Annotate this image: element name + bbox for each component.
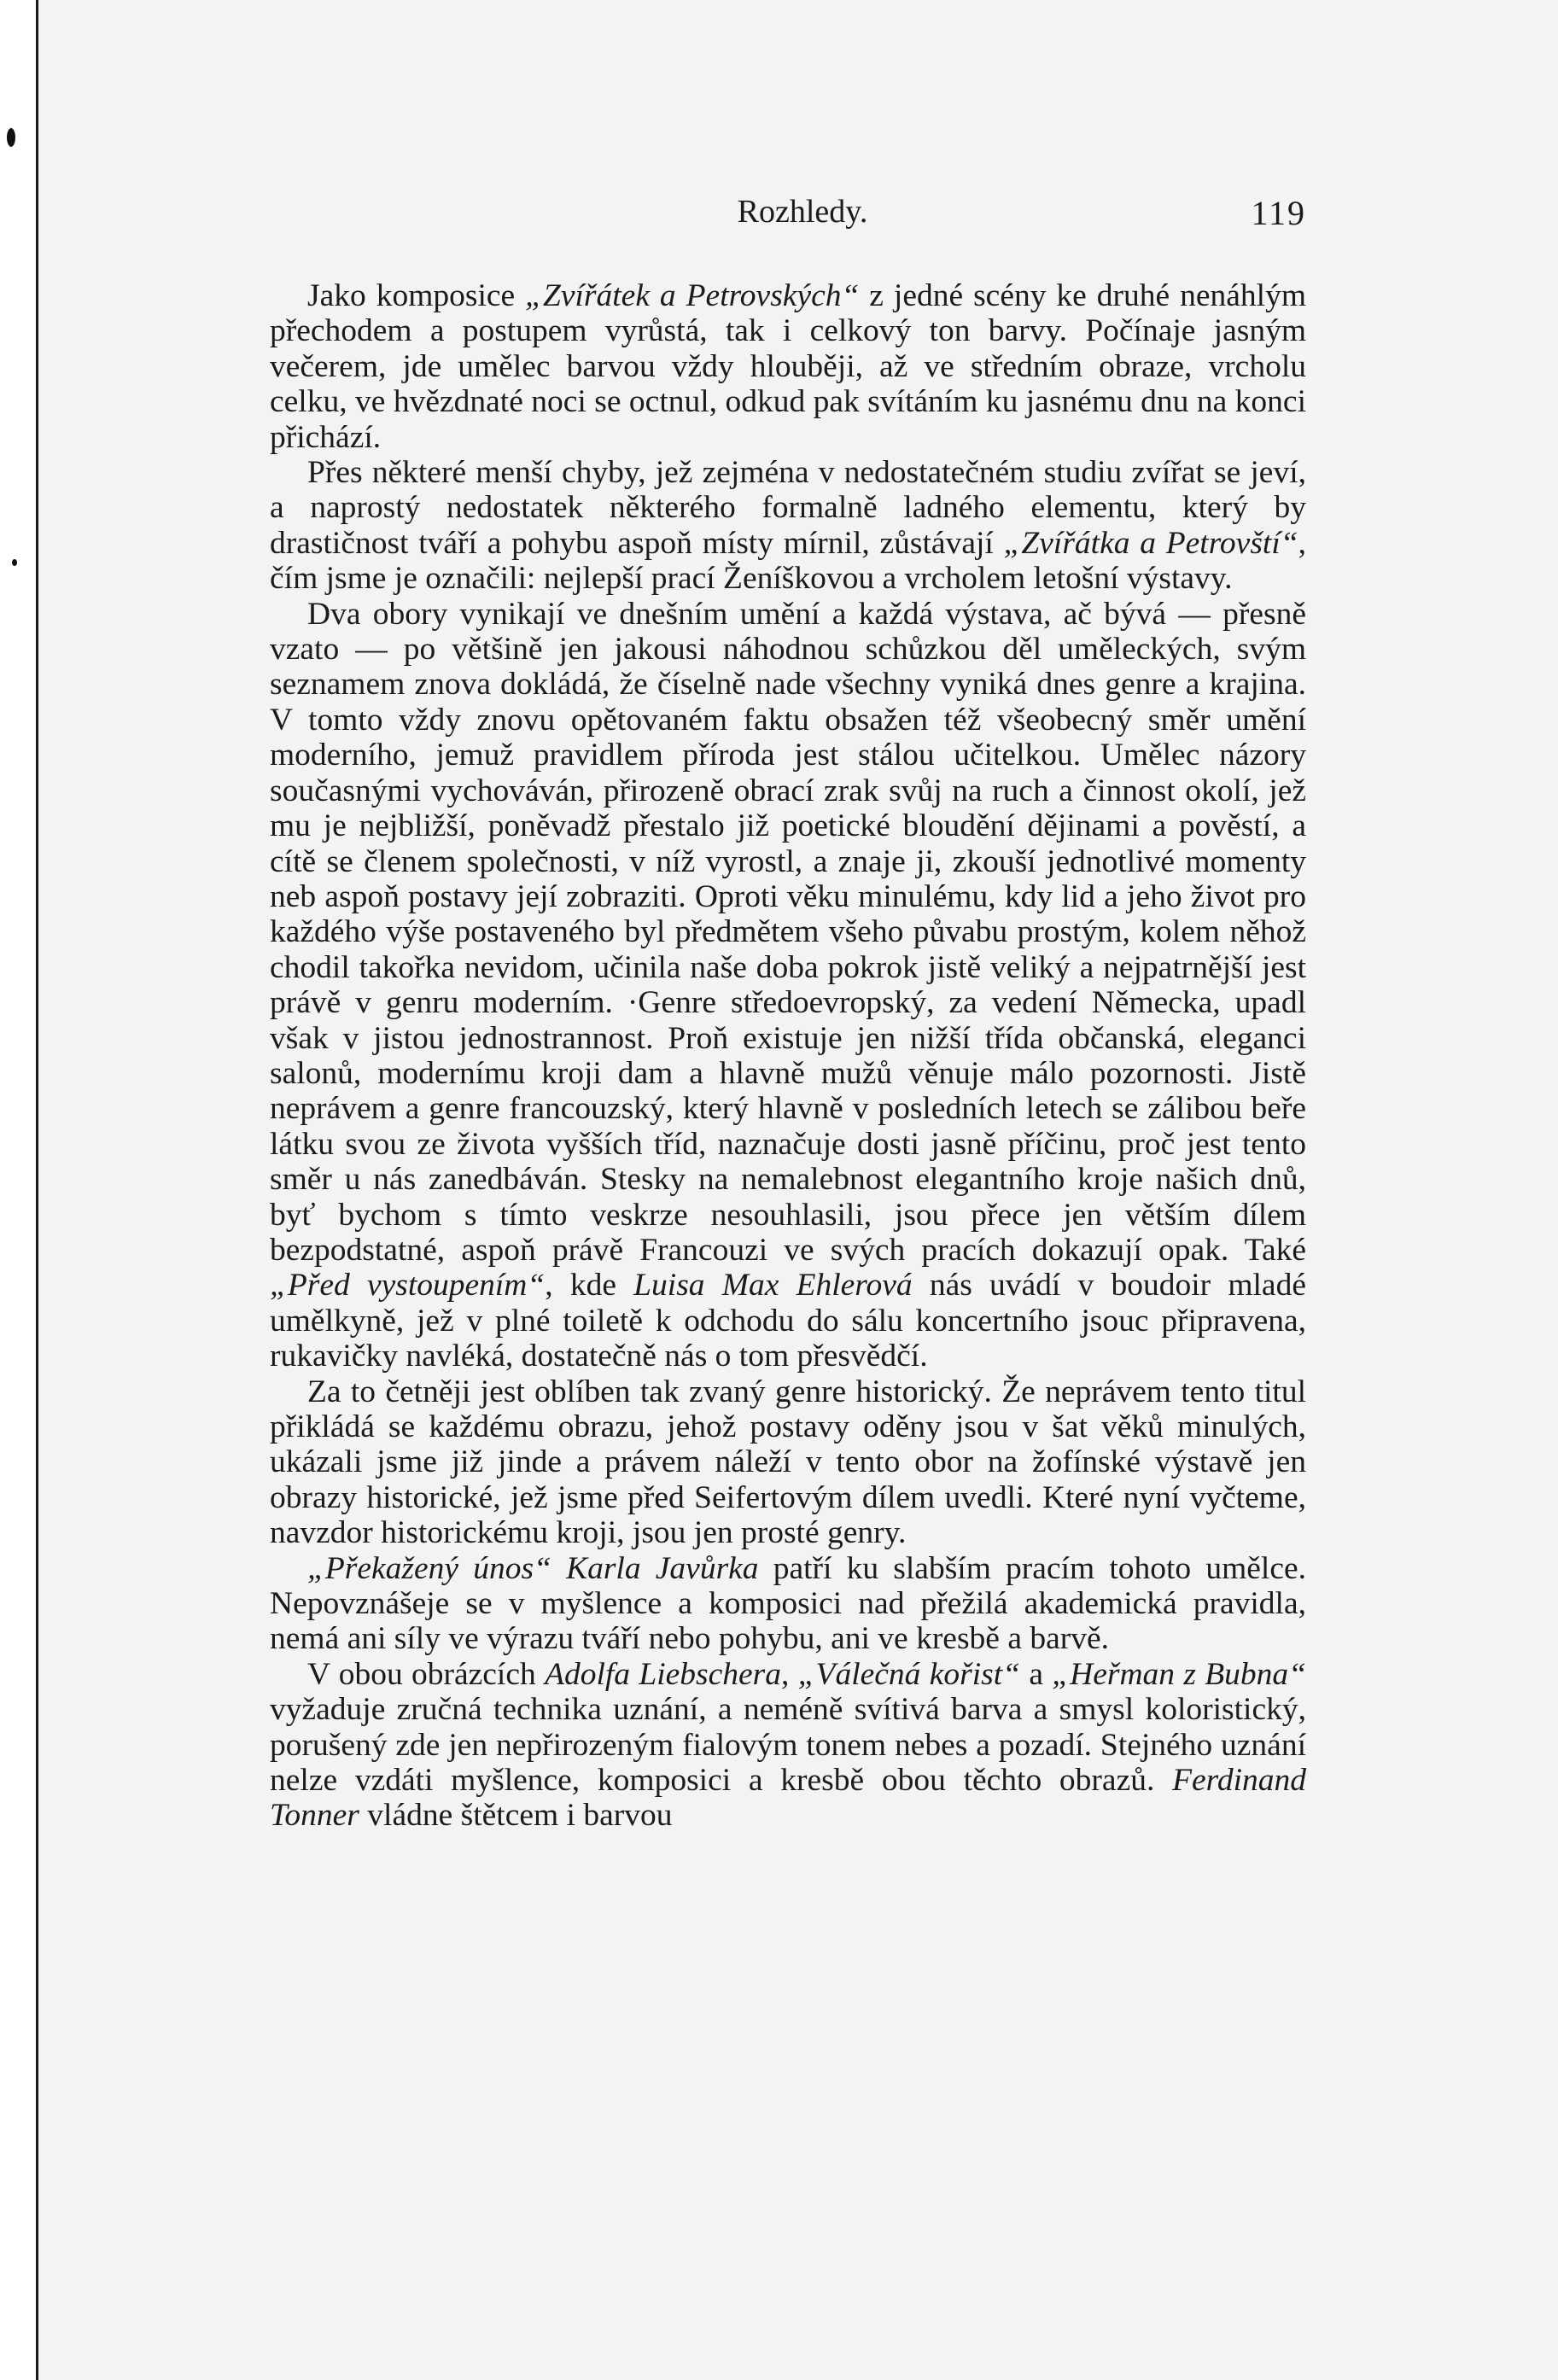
paragraph [270,597,1306,1374]
text-run: Dva obory vynikají ve dnešním umění a každá výstava, ač bývá — přesně vzato — po většině jen jakousi náhodnou schůzkou děl uměleckých, svým seznamem znova dokládá, že číselně nade všechny vyniká dnes genre a krajina. V tomto vždy znovu opětovaném faktu obsažen též všeobecný směr umění moderního, jemuž pravidlem příroda jest stálou učitelkou. Umělec názory současnými vychováván, přirozeně obrací zrak svůj na ruch a činnost okolí, jež mu je nejbližší, poněvadž přestalo již poetické bloudění dějinami a pověstí, a cítě se členem společnosti, v níž vyrostl, a znaje ji, zkouší jednotlivé momenty neb aspoň postavy její zobraziti. Oproti věku minulému, kdy lid a jeho život pro každého výše postaveného byl předmětem všeho půvabu prostým, kolem něhož chodil takořka nevidom, učinila naše doba pokrok jistě veliký a nejpatrnější jest právě v genru moderním. ·Genre středoevropský, za vedení Německa, upadl však v jistou jednostrannost. Proň existuje jen nižší třída občanská, eleganci salonů, modernímu kroji dam a hlavně mužů věnuje málo pozornosti. Jistě neprávem a genre francouzský, který hlavně v posledních letech se zálibou beře látku svou ze života vyšších tříd, naznačuje dosti jasně příčinu, proč jest tento směr u nás zanedbáván. Stesky na nemalebnost elegantního kroje našich dnů, byť bychom s tímto veskrze nesouhlasili, jsou přece jen větším dílem bezpodstatné, aspoň právě Francouzi ve svých pracích dokazují opak. Také [270,596,1306,1268]
text-run: vládne štětcem i barvou [359,1798,673,1834]
running-title: Rozhledy. [737,194,868,230]
scan-mark [12,559,17,566]
text-run: a [1020,1656,1053,1692]
text-run: , čím jsme je označili: nejlepší prací Ženíškovou a vrcholem letošní výstavy. [270,525,1306,597]
text-run [551,1551,566,1586]
body-text [270,278,1306,1834]
text-run: V obou obrázcích [307,1656,546,1692]
text-run: z jedné scény ke druhé nenáhlým přechodem a postupem vyrůstá, tak i celkový ton barvy. Počínaje jasným večerem, jde umělec barvou vždy hlouběji, až ve středním obraze, vrcholu celku, ve hvězdnaté noci se octnul, odkud pak svítáním ku jasnému dnu na konci přichází. [270,278,1306,455]
paragraph [270,1657,1306,1834]
italic-run: Karla Javůrka [566,1550,759,1586]
italic-run: „Heřman z Bubna“ [1052,1656,1307,1692]
text-run: , [781,1656,798,1692]
text-run: Jako komposice [307,278,526,313]
italic-run: „Před vystoupením“ [270,1268,546,1304]
italic-run: „Zvířátek a Petrovských“ [525,278,860,313]
paragraph [270,278,1306,455]
text-run: nás uvádí v boudoir mladé umělkyně, jež v plné toiletě k odchodu do sálu koncertního jsouc připravena, rukavičky navléká, dostatečně nás o tom přesvědčí. [270,1268,1306,1374]
text-run: Za to četněji jest oblíben tak zvaný genre historický. Že neprávem tento titul přikládá se každému obrazu, jehož postavy oděny jsou v šat věků minulých, ukázali jsme již jinde a právem náleží v tento obor na žofínské výstavě jen obrazy historické, jež jsme před Seifertovým dílem uvedli. Které nyní vyčteme, navzdor historickému kroji, jsou jen prosté genry. [270,1374,1306,1551]
paragraph [270,1551,1306,1657]
text-run: vyžaduje zručná technika uznání, a neméně svítivá barva a smysl koloristický, porušený zde jen nepřirozeným fialovým tonem nebes a pozadí. Stejného uznání nelze vzdáti myšlence, komposici a kresbě obou těchto obrazů. [270,1692,1306,1799]
italic-run: Adolfa Liebschera [545,1656,782,1692]
text-run: patří ku slabším pracím tohoto umělce. Nepovznášeje se v myšlence a komposici nad přežilá akademická pravidla, nemá ani síly ve výrazu tváří nebo pohybu, ani ve kresbě a barvě. [270,1550,1306,1657]
italic-run: „Překažený únos“ [307,1550,551,1586]
paragraph [270,1374,1306,1551]
italic-run: Luisa Max Ehlerová [633,1268,913,1304]
page-header [299,193,1306,244]
scan-mark [7,128,15,147]
page-number: 119 [1251,194,1306,232]
scan-edge-left [0,0,38,2380]
paragraph [270,455,1306,597]
text-run: Přes některé menší chyby, jež zejména v nedostatečném studiu zvířat se jeví, a naprostý nedostatek některého formalně ladného elementu, který by drastičnost tváří a pohybu aspoň místy mírnil, zůstávají [270,455,1306,561]
italic-run: Ferdinand Tonner [270,1763,1306,1834]
italic-run: „Zvířátka a Petrovští“ [1003,525,1298,561]
italic-run: „Válečná kořist“ [797,1656,1021,1692]
text-run: , kde [545,1268,634,1304]
